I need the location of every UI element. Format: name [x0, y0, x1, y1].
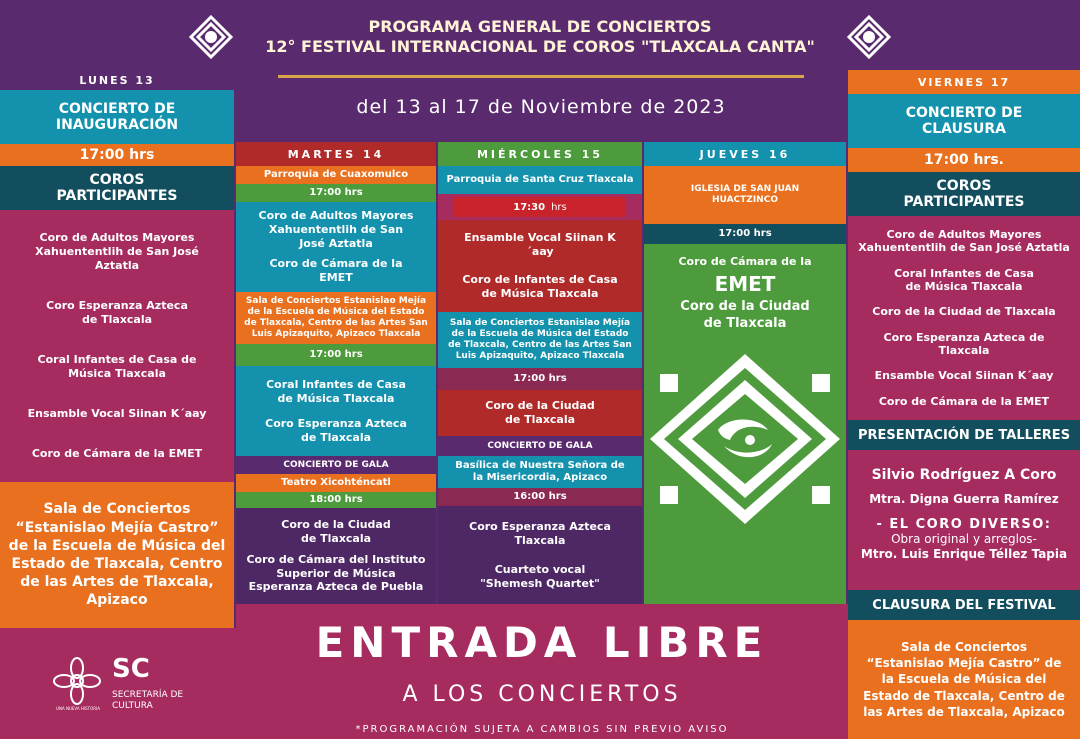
header-title-line2: 12° FESTIVAL INTERNACIONAL DE COROS "TLAXCALA CANTA"	[265, 37, 815, 56]
miercoles-time1-box	[454, 197, 626, 217]
martes-time1: 17:00 hrs	[236, 184, 436, 202]
viernes-concert-label: CONCIERTO DE CLAUSURA	[905, 105, 1023, 137]
logo-secretaria: SECRETARÍA DE CULTURA	[112, 690, 184, 711]
lunes-concert-label: CONCIERTO DE INAUGURACIÓN	[55, 101, 179, 133]
martes-coros3	[236, 508, 436, 604]
viernes-clausura-label: CLAUSURA DEL FESTIVAL	[848, 590, 1080, 620]
viernes-talleres	[848, 450, 1080, 590]
aviso: *PROGRAMACIÓN SUJETA A CAMBIOS SIN PREVIO AVISO	[355, 723, 729, 735]
list-item: Coro de la Ciudad de Tlaxcala	[485, 399, 595, 426]
miercoles-coros1	[438, 220, 642, 312]
jueves-venue-text: IGLESIA DE SAN JUAN HUACTZINCO	[690, 184, 800, 205]
miercoles-time1-unit: hrs	[551, 201, 567, 213]
lunes-time: 17:00 hrs	[0, 144, 234, 166]
lunes-day: LUNES 13	[79, 73, 155, 87]
taller2-desc: Obra original y arreglos-	[891, 531, 1037, 546]
martes-coros1	[236, 202, 436, 292]
martes-coros2	[236, 366, 436, 456]
miercoles-time1-row	[438, 194, 642, 220]
lunes-venue	[0, 482, 234, 628]
list-item: Coro Esperanza Azteca de Tlaxcala	[883, 330, 1045, 358]
viernes-clausura-venue-text: Sala de Conciertos “Estanislao Mejía Castro” de la Escuela de Música del Estado de Tlaxcala, Centro de las Artes de Tlaxcala, Apizaco	[863, 640, 1065, 719]
lunes-coros-label	[0, 166, 234, 210]
flower-logo-icon	[52, 656, 102, 706]
miercoles-day: MIÉRCOLES 15	[438, 142, 642, 166]
viernes-coros-label	[848, 172, 1080, 216]
jueves-venue	[644, 166, 846, 224]
list-item: Coro de Cámara de la EMET	[269, 257, 403, 284]
list-item: Coro de la Ciudad de Tlaxcala	[281, 517, 391, 545]
jueves-coros	[644, 252, 846, 336]
miercoles-time1: 17:30	[513, 201, 546, 213]
list-item: Coro de Adultos Mayores Xahuententlih de San José Aztatla	[858, 227, 1070, 255]
list-item: Coro de la Ciudad de Tlaxcala	[872, 305, 1056, 319]
header-title-line1: PROGRAMA GENERAL DE CONCIERTOS	[368, 17, 712, 36]
martes-time2: 17:00 hrs	[236, 344, 436, 366]
miercoles-coros3	[438, 506, 642, 604]
viernes-time: 17:00 hrs.	[848, 148, 1080, 172]
header-title	[240, 14, 840, 60]
viernes-clausura-venue	[848, 620, 1080, 739]
jueves-day: JUEVES 16	[644, 142, 846, 166]
martes-venue2	[236, 292, 436, 344]
miercoles-venue1: Parroquia de Santa Cruz Tlaxcala	[438, 166, 642, 194]
jueves-panel	[644, 244, 846, 604]
jueves-time: 17:00 hrs	[644, 224, 846, 244]
list-item: Coro Esperanza Azteca de Tlaxcala	[265, 416, 407, 444]
header-emblem-right-icon	[846, 14, 892, 60]
list-item: Coro de Cámara de la EMET	[31, 446, 203, 460]
header-divider	[278, 75, 804, 78]
miercoles-time3: 16:00 hrs	[438, 488, 642, 506]
list-item: Coro de Infantes de Casa de Música Tlaxcala	[462, 273, 618, 300]
list-item: Ensamble Vocal Siinan K´aay	[874, 369, 1054, 383]
list-item: Coral Infantes de Casa de Música Tlaxcala	[37, 352, 197, 380]
jueves-coro2: Coro de la Ciudad de Tlaxcala	[680, 298, 810, 331]
martes-gala: CONCIERTO DE GALA	[236, 456, 436, 474]
miercoles-gala: CONCIERTO DE GALA	[438, 436, 642, 456]
viernes-day: VIERNES 17	[848, 70, 1080, 94]
miercoles-coros2	[438, 390, 642, 436]
lunes-coros-list	[0, 210, 234, 482]
taller2-title: - EL CORO DIVERSO:	[876, 516, 1052, 532]
taller2-teacher: Mtro. Luis Enrique Téllez Tapia	[860, 547, 1068, 562]
martes-time3: 18:00 hrs	[236, 492, 436, 508]
miercoles-venue2	[438, 312, 642, 368]
logo-sc: SC	[112, 654, 150, 684]
list-item: Coro de Adultos Mayores Xahuententlih de San José Aztatla	[35, 231, 199, 272]
list-item: Coro Esperanza Azteca de Tlaxcala	[46, 298, 188, 326]
entrada-libre: ENTRADA LIBRE	[315, 617, 769, 667]
martes-venue1: Parroquia de Cuaxomulco	[236, 166, 436, 184]
list-item: Ensamble Vocal Siinan K´aay	[464, 231, 616, 258]
list-item: Coral Infantes de Casa de Música Tlaxcala	[894, 266, 1034, 294]
lunes-coros-label-text: COROS PARTICIPANTES	[56, 172, 178, 204]
miercoles-venue3	[438, 456, 642, 488]
list-item: Coro de Cámara del Instituto Superior de Música Esperanza Azteca de Puebla	[246, 552, 426, 594]
list-item: Coro de Adultos Mayores Xahuententlih de San José Aztatla	[258, 209, 414, 250]
taller-name: Silvio Rodríguez A Coro	[871, 467, 1057, 483]
header-emblem-left-icon	[188, 14, 234, 60]
jueves-emblem-icon	[650, 354, 840, 524]
header-dates: del 13 al 17 de Noviembre de 2023	[356, 96, 726, 118]
list-item: Ensamble Vocal Siinan K´aay	[27, 406, 207, 420]
jueves-coro1-name: EMET	[714, 271, 776, 296]
list-item: Coro Esperanza Azteca Tlaxcala	[469, 519, 611, 547]
taller-teacher: Mtra. Digna Guerra Ramírez	[869, 491, 1059, 506]
list-item: Coro de Cámara de la EMET	[878, 394, 1050, 408]
miercoles-time2: 17:00 hrs	[438, 368, 642, 390]
list-item: Coral Infantes de Casa de Música Tlaxcala	[266, 377, 406, 405]
list-item: Cuarteto vocal "Shemesh Quartet"	[480, 562, 600, 590]
viernes-coros-label-text: COROS PARTICIPANTES	[903, 178, 1025, 210]
a-los-conciertos: A LOS CONCIERTOS	[402, 681, 682, 707]
viernes-coros-list	[848, 216, 1080, 420]
miercoles-venue2-text: Sala de Conciertos Estanislao Mejía de la Escuela de Música del Estado de Tlaxcala, Centro de las Artes San Luis Apizaquito, Apizaco Tlaxcala	[448, 318, 632, 361]
viernes-concert	[848, 94, 1080, 148]
martes-venue3: Teatro Xicohténcatl	[236, 474, 436, 492]
miercoles-venue3-text: Basílica de Nuestra Señora de la Misericordia, Apizaco	[455, 459, 625, 483]
lunes-concert	[0, 90, 234, 144]
viernes-talleres-label: PRESENTACIÓN DE TALLERES	[848, 420, 1080, 450]
martes-venue2-text: Sala de Conciertos Estanislao Mejía de la Escuela de Música del Estado de Tlaxcala, Centro de las Artes San Luis Apizaquito, Apizaco Tlaxcala	[244, 296, 428, 339]
martes-day: MARTES 14	[236, 142, 436, 166]
jueves-coro1-pre: Coro de Cámara de la	[678, 255, 812, 269]
lunes-venue-text: Sala de Conciertos “Estanislao Mejía Castro” de la Escuela de Música del Estado de Tlaxcala, Centro de las Artes de Tlaxcala, Apizaco	[8, 501, 226, 609]
logo-small-text: UNA NUEVA HISTORIA	[56, 706, 100, 711]
